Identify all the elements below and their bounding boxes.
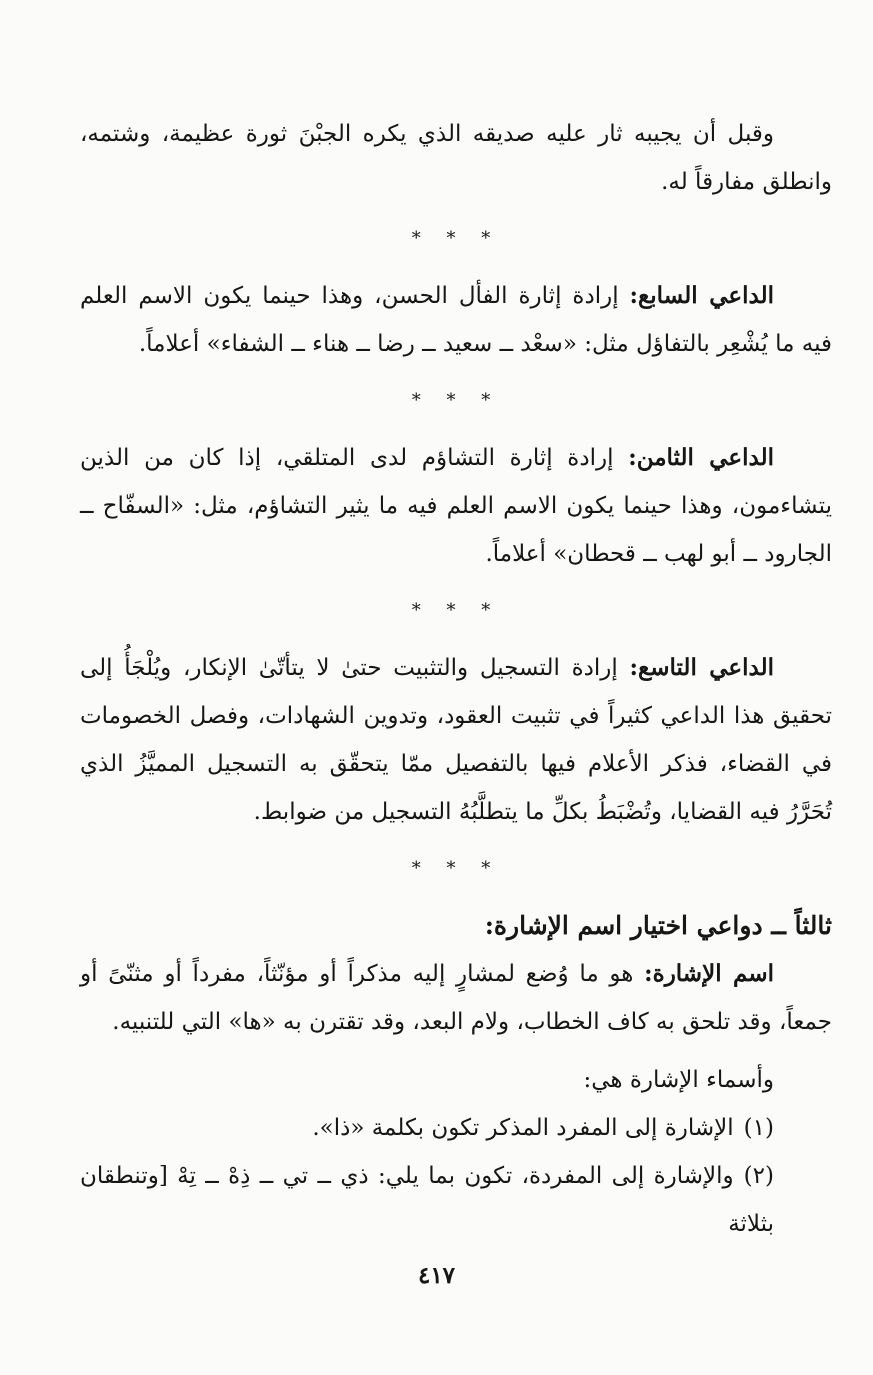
- list-item-number: (١): [743, 1115, 774, 1141]
- list-item-number: (٢): [743, 1163, 774, 1189]
- definition-text: هو ما وُضع لمشارٍ إليه مذكراً أو مؤنّثاً، مفرداً أو مثنّىً أو جمعاً، وقد تلحق به كاف الخطاب، ولام البعد، وقد تقترن به «ها» التي للتنبيه.: [80, 961, 832, 1035]
- separator-3: * * *: [411, 600, 501, 621]
- ninth-text: إرادة التسجيل والتثبيت حتىٰ لا يتأتّىٰ الإنكار، ويُلْجَأُ إلى تحقيق هذا الداعي كثيراً في تثبيت العقود، وتدوين الشهادات، وفصل الخصومات في القضاء، فذكر الأعلام فيها بالتفصيل ممّا يتحقّق به التسجيل المميَّزُ الذي تُحَرَّرُ فيه القضايا، وتُضْبَطُ بكلِّ ما يتطلَّبُهُ التسجيل من ضوابط.: [80, 655, 832, 825]
- definition-label: اسم الإشارة:: [644, 960, 774, 987]
- paragraph-intro: وقبل أن يجيبه ثار عليه صديقه الذي يكره الجبْنَ ثورة عظيمة، وشتمه، وانطلق مفارقاً له.: [80, 121, 832, 195]
- list-intro: وأسماء الإشارة هي:: [583, 1067, 774, 1093]
- list-item: [80, 1152, 832, 1248]
- paragraph-seventh: [80, 272, 832, 368]
- separator-2: * * *: [411, 390, 501, 411]
- page-body: [80, 110, 832, 1248]
- list-item-text: الإشارة إلى المفرد المذكر تكون بكلمة «ذا».: [312, 1115, 734, 1141]
- seventh-text: إرادة إثارة الفأل الحسن، وهذا حينما يكون الاسم العلم فيه ما يُشْعِر بالتفاؤل مثل: «سعْد ــ سعيد ــ رضا ــ هناء ــ الشفاء» أعلاماً.: [80, 283, 832, 357]
- list-item-text: والإشارة إلى المفردة، تكون بما يلي: ذي ــ تي ــ ذِهْ ــ تِهْ [وتنطقان بثلاثة: [80, 1163, 774, 1237]
- eighth-text: إرادة إثارة التشاؤم لدى المتلقي، إذا كان من الذين يتشاءمون، وهذا حينما يكون الاسم العلم فيه ما يثير التشاؤم، مثل: «السفّاح ــ الجارود ــ أبو لهب ــ قحطان» أعلاماً.: [80, 445, 832, 567]
- section-heading: ثالثاً ــ دواعي اختيار اسم الإشارة:: [484, 911, 832, 940]
- paragraph-ninth: [80, 644, 832, 836]
- eighth-label: الداعي الثامن:: [628, 444, 775, 471]
- ninth-label: الداعي التاسع:: [629, 654, 774, 681]
- seventh-label: الداعي السابع:: [629, 282, 774, 309]
- page-number: ٤١٧: [417, 1262, 456, 1289]
- separator-4: * * *: [411, 858, 501, 879]
- list-item: [80, 1104, 832, 1152]
- paragraph-definition: [80, 950, 832, 1046]
- separator-1: * * *: [411, 228, 501, 249]
- paragraph-eighth: [80, 434, 832, 578]
